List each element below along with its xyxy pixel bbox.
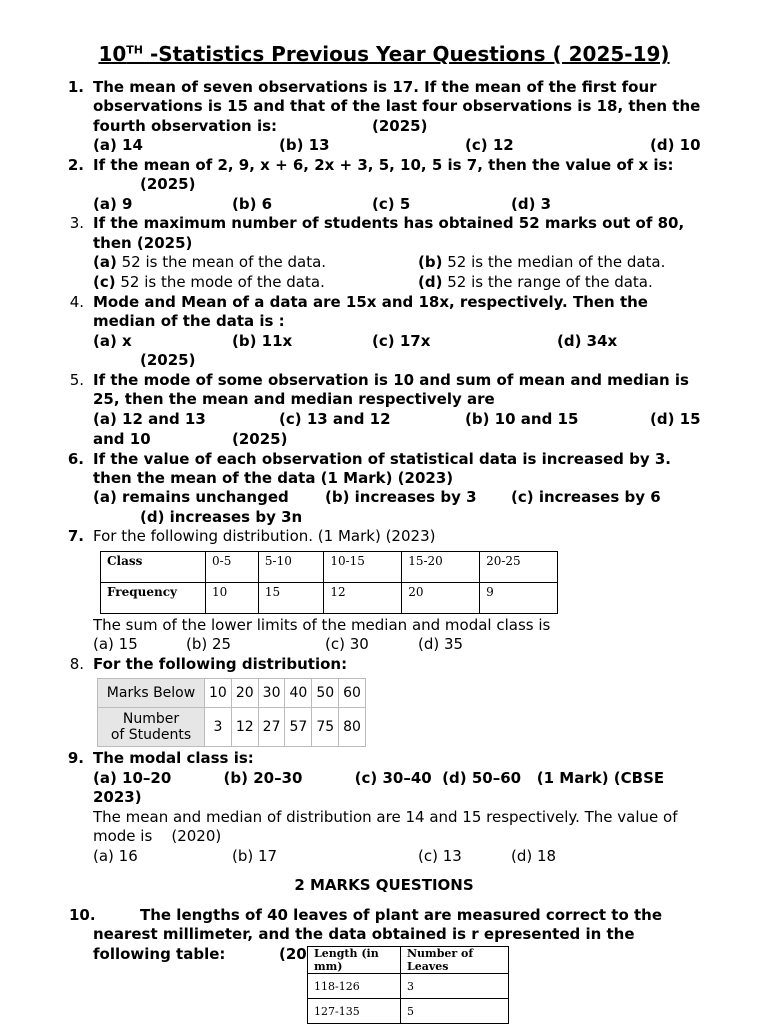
option-b: (b) 6 [232, 195, 273, 213]
question-year: (2025) [232, 430, 288, 448]
option-a: (a) 16 [93, 847, 138, 865]
table-cell: 0-5 [206, 552, 259, 583]
question-year: (2025) [140, 175, 196, 193]
option-d: (d) 15 [650, 410, 701, 428]
option-c: (c) 5 [372, 195, 411, 213]
option-d: (d) 10 [650, 136, 701, 154]
option-c: (c) 30 [325, 635, 369, 653]
question-year: (2025) [372, 117, 428, 135]
table-header: Number of Leaves [401, 947, 509, 974]
table-cell: 50 [312, 679, 339, 708]
table-cell: 20-25 [480, 552, 558, 583]
table-cell: 15 [258, 583, 323, 614]
table-header: Number of Students [98, 708, 205, 747]
table-cell: 127-135 [308, 999, 401, 1024]
option-d: (d) 3 [511, 195, 552, 213]
option-a: (a) x [93, 332, 132, 350]
table-row [308, 999, 509, 1024]
question-text: observations is 15 and that of the last four observations is 18, then the [93, 97, 701, 115]
question-text: The modal class is: [93, 749, 254, 767]
option-d-cont: and 10 [93, 430, 151, 448]
table-cell: Class [101, 552, 206, 583]
table-cell: 57 [285, 708, 312, 747]
question-text: If the mean of 2, 9, x + 6, 2x + 3, 5, 10, 5 is 7, then the value of x is: [93, 156, 674, 174]
table-cell: 20 [402, 583, 480, 614]
class-frequency-table [100, 551, 558, 614]
question-number: 5. [69, 371, 84, 389]
option-d: (d) 34x [557, 332, 618, 350]
option-b: (b) 13 [279, 136, 330, 154]
question-text: If the value of each observation of statistical data is increased by 3. [93, 450, 671, 468]
option-b: (b) increases by 3 [325, 488, 477, 506]
option-d: (d) 18 [511, 847, 557, 865]
question-text: then (2025) [93, 234, 193, 252]
table-cell: 118-126 [308, 974, 401, 999]
table-cell: 20 [231, 679, 258, 708]
question-text: Mode and Mean of a data are 15x and 18x, respectively. Then the [93, 293, 648, 311]
option-d: (d) 52 is the range of the data. [418, 273, 653, 291]
leaf-length-table [307, 946, 509, 1024]
option-b: (b) 25 [186, 635, 232, 653]
question-number: 7. [67, 527, 84, 545]
table-cell: 5-10 [258, 552, 323, 583]
question-number: 9. [67, 749, 84, 767]
options-line-cont: 2023) [93, 788, 142, 806]
question-number: 10. [69, 906, 96, 924]
table-row [308, 974, 509, 999]
question-text: The mean of seven observations is 17. If the mean of the first four [93, 78, 657, 96]
table-cell: 3 [205, 708, 232, 747]
table-cell: 40 [285, 679, 312, 708]
table-row [101, 583, 558, 614]
question-number: 1. [67, 78, 84, 96]
table-header: Marks Below [98, 679, 205, 708]
question-text: nearest millimeter, and the data obtained is r epresented in the [93, 925, 635, 943]
question-year: (20 [279, 945, 307, 963]
option-a: (a) remains unchanged [93, 488, 289, 506]
table-header: Length (in mm) [308, 947, 401, 974]
question-number: 6. [67, 450, 84, 468]
question-text: following table: [93, 945, 226, 963]
option-c: (c) 17x [372, 332, 431, 350]
question-text: The mean and median of distribution are 14 and 15 respectively. The value of [93, 808, 678, 826]
question-number: 8. [69, 655, 84, 673]
question-number: 4. [69, 293, 84, 311]
option-b: (b) 11x [232, 332, 293, 350]
table-cell: 15-20 [402, 552, 480, 583]
section-heading: 2 MARKS QUESTIONS [294, 876, 474, 894]
options-line: (a) 10–20 (b) 20–30 (c) 30–40 (d) 50–60 (1 Mark) (CBSE [93, 769, 665, 787]
option-a: (a) 9 [93, 195, 133, 213]
option-c: (c) increases by 6 [511, 488, 661, 506]
option-b: (b) 52 is the median of the data. [418, 253, 666, 271]
question-text: For the following distribution. (1 Mark) (2023) [93, 527, 436, 545]
question-text: If the maximum number of students has obtained 52 marks out of 80, [93, 214, 685, 232]
table-cell: 12 [324, 583, 402, 614]
option-a: (a) 15 [93, 635, 138, 653]
option-c: (c) 52 is the mode of the data. [93, 273, 325, 291]
table-row [308, 947, 509, 974]
table-cell: 3 [401, 974, 509, 999]
option-c: (c) 12 [465, 136, 514, 154]
question-text: The sum of the lower limits of the median and modal class is [93, 616, 551, 634]
table-row [101, 552, 558, 583]
table-cell: 10-15 [324, 552, 402, 583]
question-year: (2025) [140, 351, 196, 369]
question-number: 3. [69, 214, 84, 232]
table-row [98, 679, 366, 708]
question-text: mode is (2020) [93, 827, 222, 845]
table-cell: 27 [258, 708, 285, 747]
table-row [98, 708, 366, 747]
question-text: The lengths of 40 leaves of plant are measured correct to the [140, 906, 662, 924]
table-cell: 75 [312, 708, 339, 747]
question-text: fourth observation is: [93, 117, 278, 135]
table-cell: 10 [206, 583, 259, 614]
marks-below-table [97, 678, 366, 747]
option-b: (b) 17 [232, 847, 278, 865]
question-text: then the mean of the data (1 Mark) (2023) [93, 469, 454, 487]
question-text: median of the data is : [93, 312, 285, 330]
page-title: 10TH -Statistics Previous Year Questions ( 2025-19) [98, 42, 670, 66]
option-a: (a) 12 and 13 [93, 410, 206, 428]
table-cell: 9 [480, 583, 558, 614]
question-text: 25, then the mean and median respectively are [93, 390, 495, 408]
table-cell: 60 [339, 679, 366, 708]
question-number: 2. [67, 156, 84, 174]
table-cell: Frequency [101, 583, 206, 614]
question-text: For the following distribution: [93, 655, 348, 673]
option-a: (a) 52 is the mean of the data. [93, 253, 327, 271]
option-c: (c) 13 and 12 [279, 410, 391, 428]
option-b: (b) 10 and 15 [465, 410, 579, 428]
table-cell: 5 [401, 999, 509, 1024]
table-cell: 30 [258, 679, 285, 708]
table-cell: 10 [205, 679, 232, 708]
option-d: (d) 35 [418, 635, 464, 653]
table-cell: 12 [231, 708, 258, 747]
question-text: If the mode of some observation is 10 and sum of mean and median is [93, 371, 689, 389]
option-c: (c) 13 [418, 847, 462, 865]
option-a: (a) 14 [93, 136, 143, 154]
table-cell: 80 [339, 708, 366, 747]
option-d: (d) increases by 3n [140, 508, 303, 526]
